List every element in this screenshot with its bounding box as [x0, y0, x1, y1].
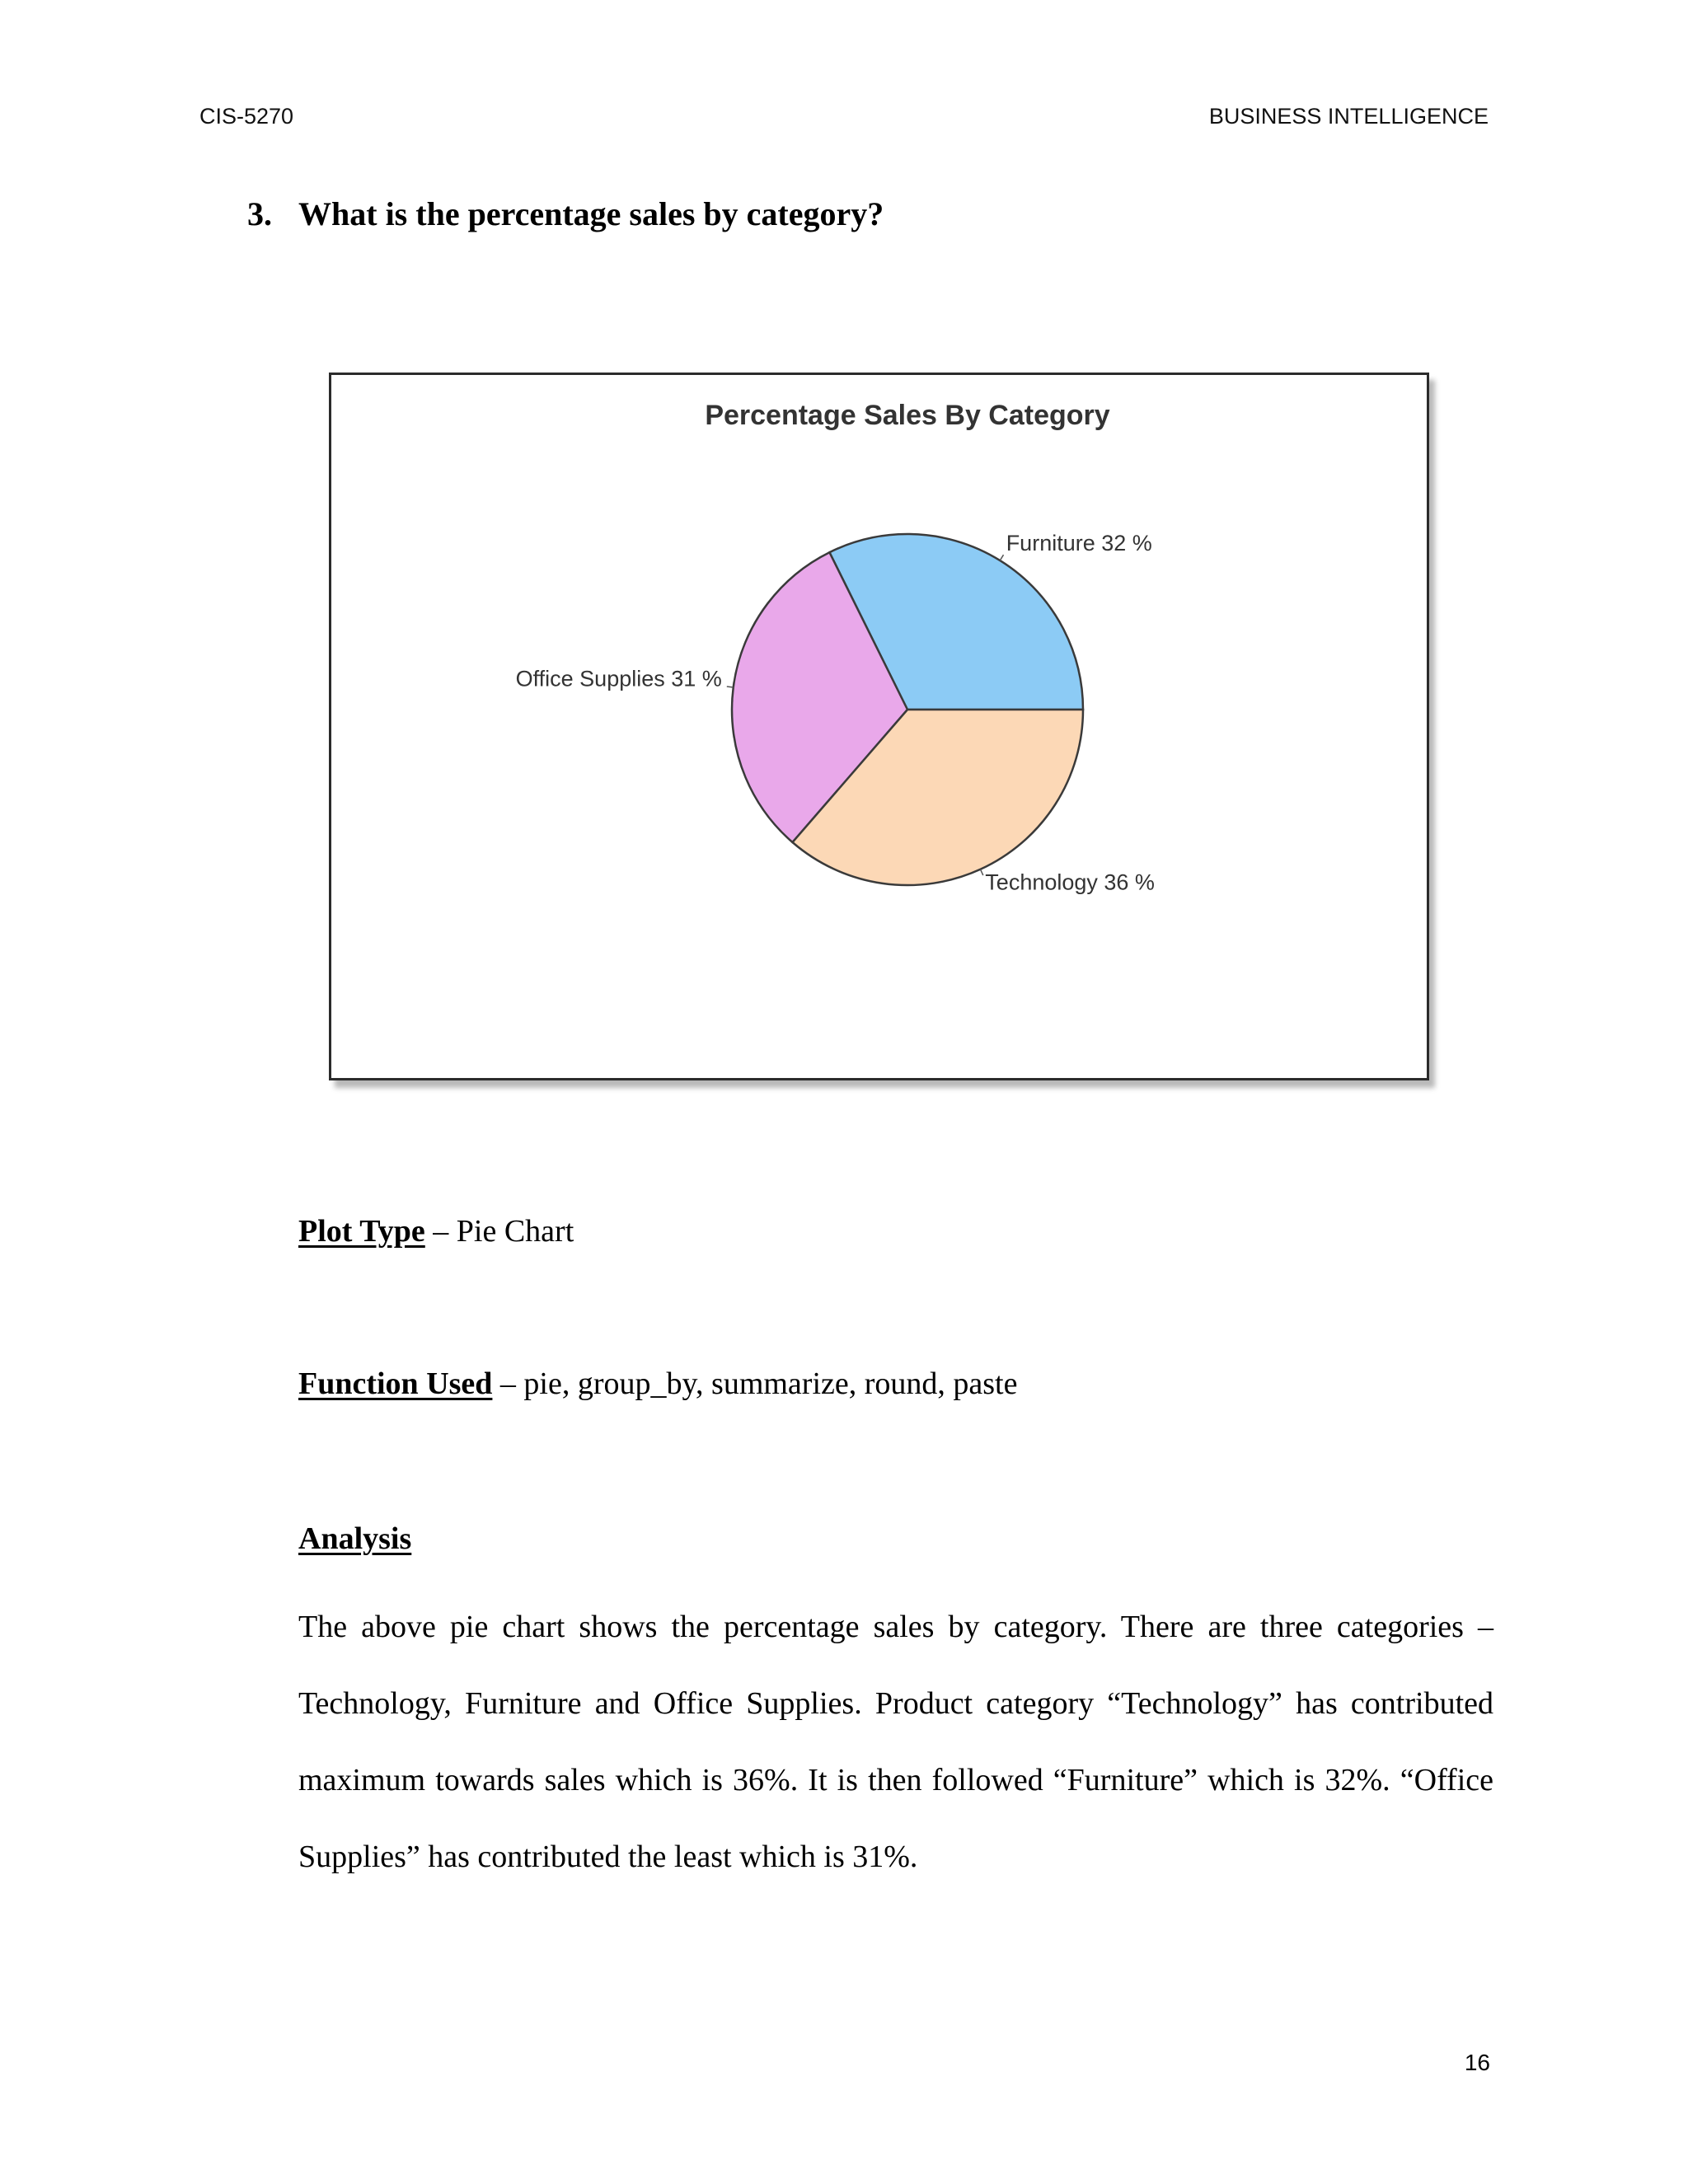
plot-type-line — [298, 1213, 574, 1249]
function-used-value: – pie, group_by, summarize, round, paste — [492, 1366, 1018, 1401]
pie-label-office-supplies: Office Supplies 31 % — [515, 666, 722, 691]
label-leader-line — [1000, 555, 1003, 560]
question-heading — [247, 194, 884, 233]
analysis-heading: Analysis — [298, 1521, 412, 1556]
function-used-label: Function Used — [298, 1366, 493, 1401]
page-number: 16 — [1464, 2050, 1490, 2075]
analysis-body: The above pie chart shows the percentage sales by category. There are three categories – Technology, Furniture and Office Supplies. Product category “Technology” has contributed maximum towards sales which is 36%. It is then followed “Furniture” which is 32%. “Office Supplies” has contributed the least which is 31%. — [298, 1610, 1493, 1874]
pie-chart-figure — [329, 373, 1429, 1080]
label-leader-line — [981, 869, 983, 875]
header-course-title: BUSINESS INTELLIGENCE — [1208, 104, 1489, 129]
plot-type-label: Plot Type — [298, 1214, 425, 1249]
pie-chart — [331, 375, 1427, 1078]
pie-label-technology: Technology 36 % — [985, 869, 1155, 895]
pie-label-furniture: Furniture 32 % — [1006, 531, 1152, 556]
chart-title: Percentage Sales By Category — [705, 400, 1110, 431]
plot-type-value: – Pie Chart — [424, 1214, 574, 1249]
function-used-line — [298, 1366, 1017, 1402]
question-number: 3. — [247, 195, 272, 232]
header-course-code: CIS-5270 — [199, 104, 294, 129]
question-text: What is the percentage sales by category? — [298, 195, 884, 232]
